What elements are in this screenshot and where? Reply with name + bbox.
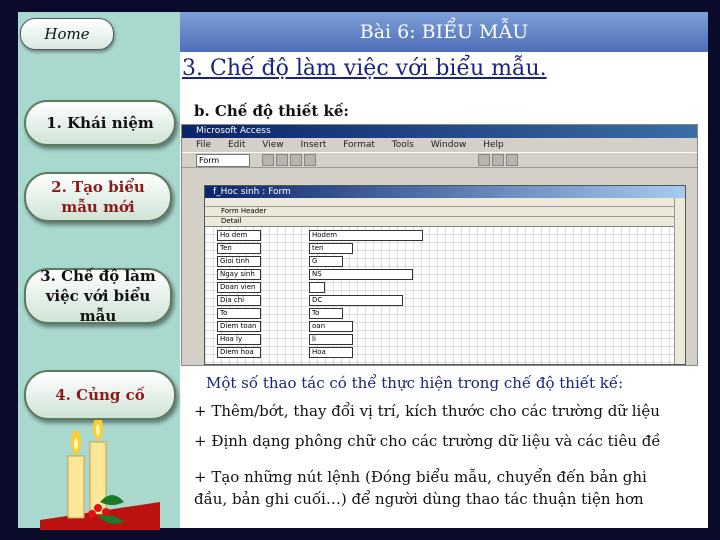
toolbar-button-icon[interactable] (492, 154, 504, 166)
header-title: Bài 6: BIỂU MẪU (359, 21, 529, 43)
toolbar-button-icon[interactable] (262, 154, 274, 166)
field-control[interactable]: ten (309, 243, 353, 254)
field-control[interactable]: li (309, 334, 353, 345)
field-checkbox[interactable] (309, 282, 325, 293)
field-label[interactable]: Gioi tinh (217, 256, 261, 267)
menu-view[interactable]: View (262, 140, 284, 150)
nav-label: 4. Củng cố (55, 386, 145, 404)
menu-file[interactable]: File (196, 140, 212, 150)
toolbar-button-icon[interactable] (478, 154, 490, 166)
field-control[interactable]: oan (309, 321, 353, 332)
bullet-item: + Thêm/bớt, thay đổi vị trí, kích thước cho các trường dữ liệu (194, 402, 660, 420)
field-control[interactable]: Hoa (309, 347, 353, 358)
bullet-item: + Tạo những nút lệnh (Đóng biểu mẫu, chuyển đến bản ghi đầu, bản ghi cuối…) để người dùng thao tác thuận tiện hơn (194, 468, 647, 508)
toolbar-button-icon[interactable] (506, 154, 518, 166)
field-label[interactable]: Ngay sinh (217, 269, 261, 280)
nav-label: 1. Khái niệm (46, 114, 154, 132)
menu-window[interactable]: Window (430, 140, 467, 150)
access-titlebar: Microsoft Access (182, 125, 697, 138)
toolbar-button-icon[interactable] (276, 154, 288, 166)
menu-help[interactable]: Help (483, 140, 504, 150)
intro-text: Một số thao tác có thể thực hiện trong chế độ thiết kế: (206, 374, 624, 392)
field-label[interactable]: Ten (217, 243, 261, 254)
field-control[interactable]: Hodem (309, 230, 423, 241)
field-control[interactable]: To (309, 308, 343, 319)
field-label[interactable]: Dia chi (217, 295, 261, 306)
toolbar-button-icon[interactable] (290, 154, 302, 166)
home-button[interactable]: Home (20, 18, 114, 50)
design-grid (205, 226, 675, 364)
vertical-scrollbar[interactable] (674, 198, 685, 364)
form-design-window (204, 185, 686, 365)
field-label[interactable]: Hoa ly (217, 334, 261, 345)
field-control[interactable]: G (309, 256, 343, 267)
toolbar-button-icon[interactable] (304, 154, 316, 166)
field-label[interactable]: Diem hoa (217, 347, 261, 358)
nav-cung-co[interactable] (24, 370, 176, 420)
menu-format[interactable]: Format (343, 140, 375, 150)
nav-label: 3. Chế độ làm việc với biểu mẫu (40, 267, 156, 325)
christmas-candle-icon (40, 420, 160, 530)
field-label[interactable]: Ho dem (217, 230, 261, 241)
menu-tools[interactable]: Tools (391, 140, 414, 150)
bullet-item: + Định dạng phông chữ cho các trường dữ liệu và các tiêu đề (194, 432, 661, 450)
access-toolbar (182, 152, 697, 168)
nav-khai-niem[interactable] (24, 100, 176, 146)
section-heading: b. Chế độ thiết kế: (194, 102, 349, 120)
ruler (205, 198, 685, 207)
object-combo[interactable]: Form (196, 154, 250, 167)
field-control[interactable]: DC (309, 295, 403, 306)
access-menubar (182, 138, 697, 152)
field-label[interactable]: To (217, 308, 261, 319)
form-header-section[interactable]: Form Header (205, 207, 685, 217)
menu-insert[interactable]: Insert (300, 140, 327, 150)
field-label[interactable]: Doan vien (217, 282, 261, 293)
slide-title: 3. Chế độ làm việc với biểu mẫu. (182, 56, 547, 81)
header-bar (180, 12, 708, 52)
menu-edit[interactable]: Edit (227, 140, 246, 150)
access-screenshot (181, 124, 698, 366)
nav-che-do-lam-viec[interactable] (24, 268, 172, 324)
form-title: f_Hoc sinh : Form (205, 186, 685, 198)
nav-label: 2. Tạo biểu mẫu mới (51, 178, 145, 216)
field-control[interactable]: NS (309, 269, 413, 280)
nav-tao-bieu-mau[interactable] (24, 172, 172, 222)
detail-section[interactable]: Detail (205, 217, 685, 227)
field-label[interactable]: Diem toan (217, 321, 261, 332)
